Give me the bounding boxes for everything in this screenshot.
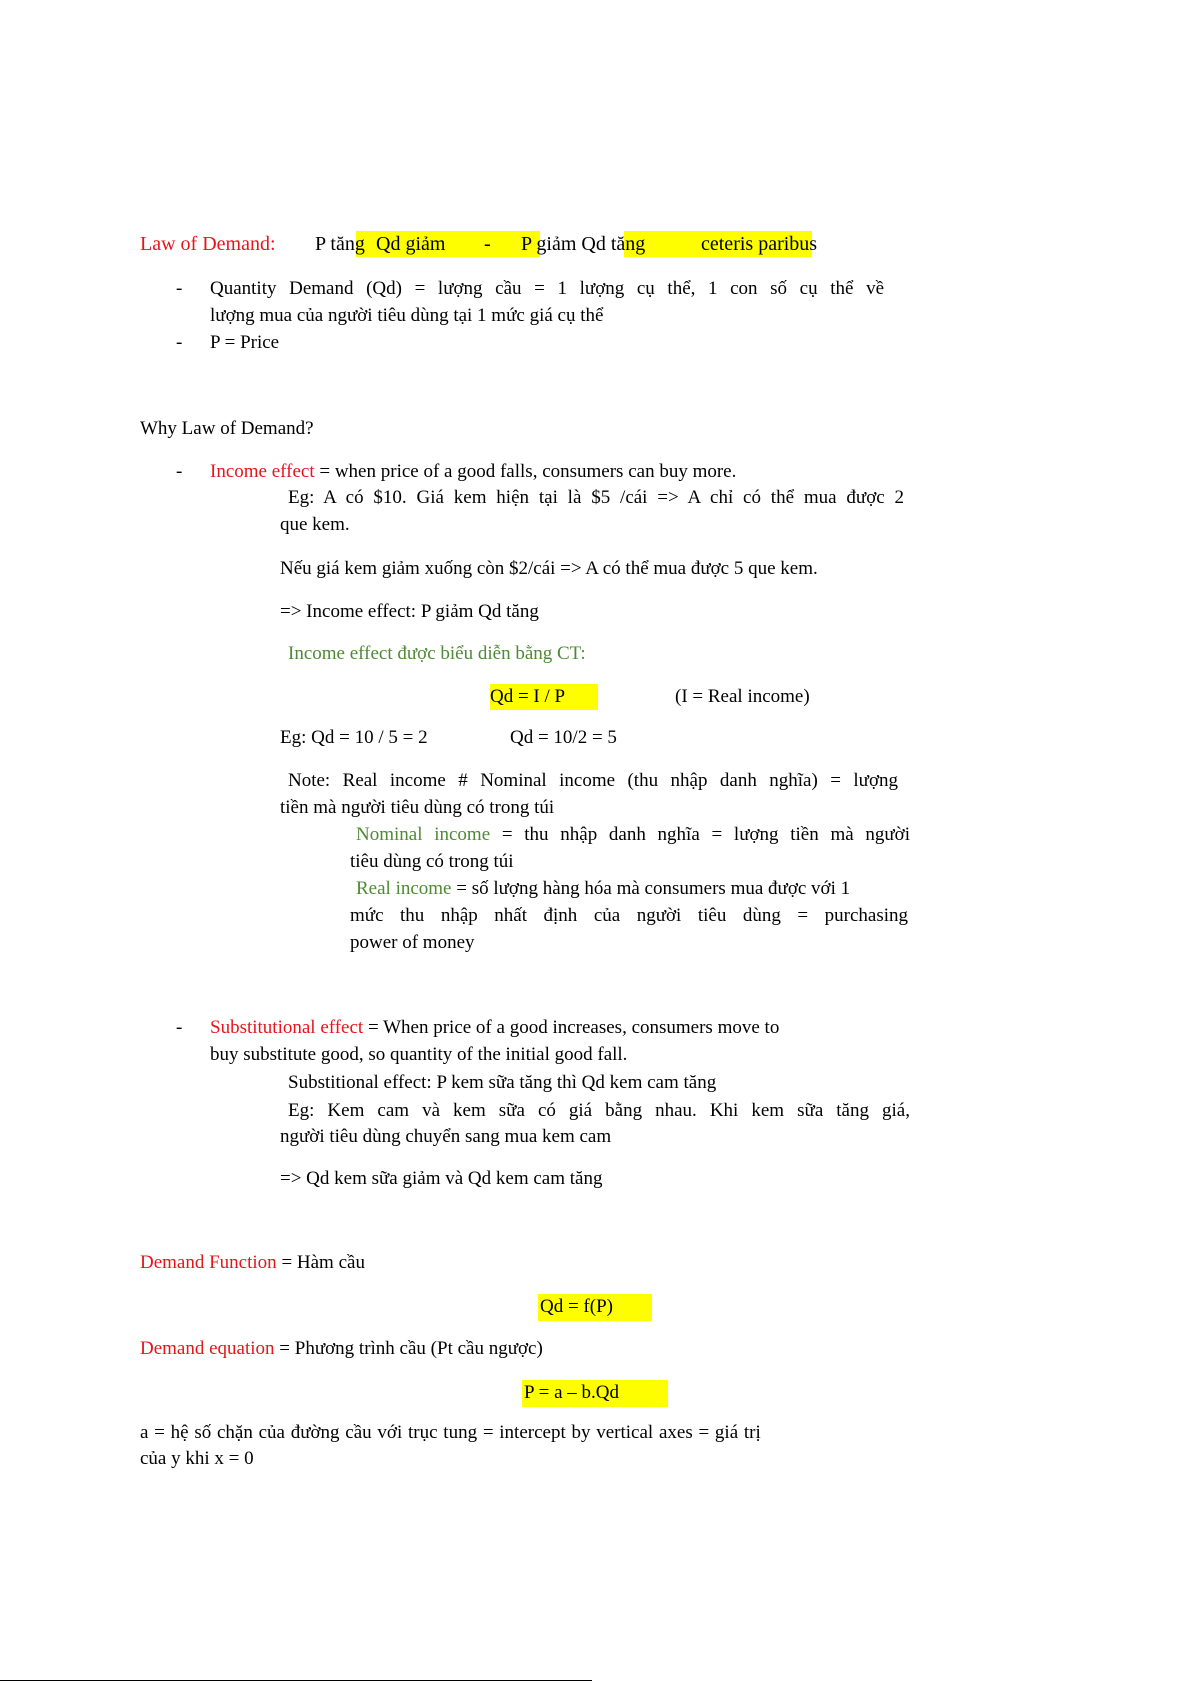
footer-rule <box>0 1680 592 1681</box>
substitution-eg-line2: người tiêu dùng chuyển sang mua kem cam <box>280 1126 612 1147</box>
real-income-line2: mức thu nhập nhất định của người tiêu dùng = purchasing <box>350 905 908 926</box>
dash-bullet: - <box>176 332 183 353</box>
price-definition: P = Price <box>210 332 280 353</box>
substitution-line2: buy substitute good, so quantity of the initial good fall. <box>210 1044 628 1065</box>
note-line1: Note: Real income # Nominal income (thu nhập danh nghĩa) = lượng <box>288 770 898 791</box>
demand-equation-line <box>140 1336 543 1362</box>
why-heading: Why Law of Demand? <box>140 418 314 439</box>
nominal-income-line2: tiêu dùng có trong túi <box>350 851 514 872</box>
income-eg-line1: Eg: A có $10. Giá kem hiện tại là $5 /cái => A chỉ có thể mua được 2 <box>288 487 904 508</box>
demand-equation-text: = Phương trình cầu (Pt cầu ngược) <box>274 1338 543 1359</box>
substitution-label: Substitutional effect <box>210 1017 364 1038</box>
income-formula-intro: Income effect được biểu diễn bằng CT: <box>288 643 586 664</box>
law-ceteris-paribus: ceteris paribus <box>701 233 818 255</box>
demand-function-label: Demand Function <box>140 1252 277 1273</box>
intercept-line2: của y khi x = 0 <box>140 1448 254 1469</box>
law-of-demand-label: Law of Demand: <box>140 233 276 255</box>
real-income-label: Real income <box>356 878 452 899</box>
law-qd-giam: Qd giảm <box>376 233 446 255</box>
income-eg-calc1: Eg: Qd = 10 / 5 = 2 <box>280 727 428 748</box>
intercept-line1: a = hệ số chặn của đường cầu với trục tung = intercept by vertical axes = giá trị <box>140 1422 761 1443</box>
income-formula: Qd = I / P <box>490 686 566 707</box>
nominal-income-text: = thu nhập danh nghĩa = lượng tiền mà người <box>490 824 910 845</box>
substitution-line1 <box>210 1015 779 1041</box>
substitution-eg-line1: Eg: Kem cam và kem sữa có giá bằng nhau. Khi kem sữa tăng giá, <box>288 1100 910 1121</box>
nominal-income-line1 <box>356 822 910 848</box>
real-income-line3: power of money <box>350 932 475 953</box>
income-conclusion: => Income effect: P giảm Qd tăng <box>280 601 539 622</box>
income-effect-text: = when price of a good falls, consumers can buy more. <box>314 461 737 482</box>
real-income-text: = số lượng hàng hóa mà consumers mua được với 1 <box>451 878 851 899</box>
income-formula-note: (I = Real income) <box>675 686 810 707</box>
substitution-text: = When price of a good increases, consumers move to <box>363 1017 780 1038</box>
note-line2: tiền mà người tiêu dùng có trong túi <box>280 797 555 818</box>
demand-equation-label: Demand equation <box>140 1338 275 1359</box>
demand-function-formula: Qd = f(P) <box>540 1296 613 1317</box>
qd-definition-line2: lượng mua của người tiêu dùng tại 1 mức giá cụ thể <box>210 305 604 326</box>
income-eg-line3: Nếu giá kem giảm xuống còn $2/cái => A có thể mua được 5 que kem. <box>280 558 818 579</box>
law-p-giam: P giảm Qd tăng <box>521 233 646 255</box>
income-eg-calc2: Qd = 10/2 = 5 <box>510 727 617 748</box>
law-p-tang: P tăng <box>315 233 365 255</box>
law-separator: - <box>484 233 491 255</box>
real-income-line1 <box>356 876 850 902</box>
dash-bullet: - <box>176 461 183 482</box>
income-effect-label: Income effect <box>210 461 315 482</box>
qd-definition-line1: Quantity Demand (Qd) = lượng cầu = 1 lượng cụ thể, 1 con số cụ thể về <box>210 278 884 299</box>
law-of-demand-heading <box>140 231 276 257</box>
demand-equation-formula: P = a – b.Qd <box>524 1382 619 1403</box>
demand-function-line <box>140 1250 365 1276</box>
nominal-income-label: Nominal income <box>356 824 491 845</box>
income-eg-line2: que kem. <box>280 514 350 535</box>
income-effect-line <box>210 459 736 485</box>
substitution-bullet1: Substitional effect: P kem sữa tăng thì Qd kem cam tăng <box>288 1072 717 1093</box>
substitution-conclusion: => Qd kem sữa giảm và Qd kem cam tăng <box>280 1168 603 1189</box>
dash-bullet: - <box>176 1017 183 1038</box>
dash-bullet: - <box>176 278 183 299</box>
demand-function-text: = Hàm cầu <box>276 1252 365 1273</box>
